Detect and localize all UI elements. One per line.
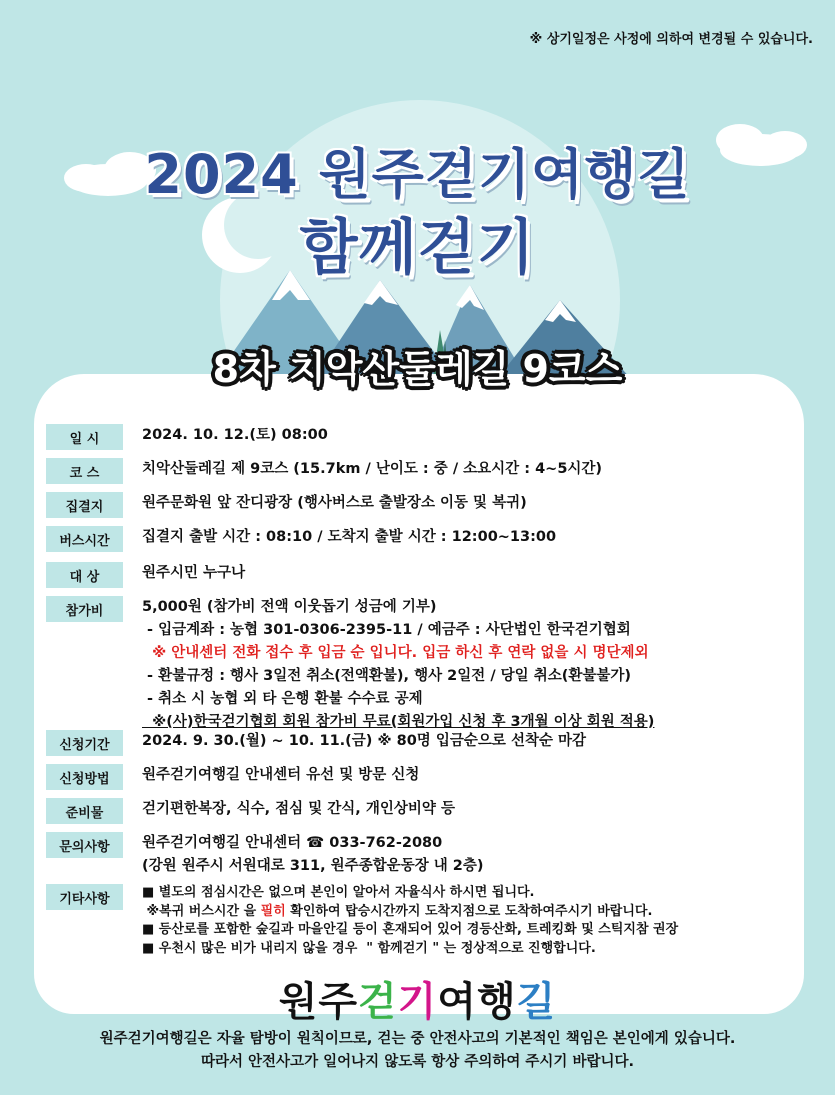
row-fee [46, 596, 654, 734]
row-value [142, 884, 678, 958]
safety-footer [0, 1028, 835, 1074]
fee-warning: ※ 안내센터 전화 접수 후 입금 순 입니다. 입금 하신 후 연락 없을 시 명단제외 [142, 645, 649, 661]
fee-cancel: - 취소 시 농협 외 타 은행 환불 수수료 공제 [142, 691, 423, 707]
row-value: 걷기편한복장, 식수, 점심 및 간식, 개인상비약 등 [142, 801, 455, 817]
row-value: 2024. 10. 12.(토) 08:00 [142, 427, 328, 443]
row-misc [46, 884, 678, 958]
misc-line: ■ 우천시 많은 비가 내리지 않을 경우 " 함께걷기 " 는 정상적으로 진행합니다. [142, 940, 596, 956]
row-value: 원주걷기여행길 안내센터 유선 및 방문 신청 [142, 767, 420, 783]
row-label: 일 시 [46, 424, 123, 450]
row-value: 원주문화원 앞 잔디광장 (행사버스로 출발장소 이동 및 복귀) [142, 495, 527, 511]
row-value: 집결지 출발 시간 : 08:10 / 도착지 출발 시간 : 12:00~13:00 [142, 529, 557, 545]
misc-line: ■ 등산로를 포함한 숲길과 마을안길 등이 혼재되어 있어 경등산화, 트레킹화 및 스틱지참 권장 [142, 922, 679, 937]
row-label: 신청방법 [46, 764, 123, 790]
row-course [46, 458, 602, 484]
row-bus [46, 526, 556, 552]
fee-account: - 입금계좌 : 농협 301-0306-2395-11 / 예금주 : 사단법인 한국걷기협회 [142, 622, 631, 638]
misc-emphasis: 필히 [260, 903, 286, 919]
row-period [46, 730, 586, 756]
row-value: 2024. 9. 30.(월) ~ 10. 11.(금) ※ 80명 입금순으로 선착순 마감 [142, 733, 587, 749]
fee-amount: 5,000원 (참가비 전액 이웃돕기 성금에 기부) [142, 599, 437, 615]
logo-text: 길 [516, 979, 557, 1025]
row-contact [46, 832, 484, 878]
misc-line [142, 903, 678, 922]
row-label: 집결지 [46, 492, 123, 518]
misc-text: ※복귀 버스시간 을 [142, 903, 261, 919]
row-label: 기타사항 [46, 884, 123, 910]
page-subtitle: 함께걷기 [299, 213, 536, 283]
row-label: 준비물 [46, 798, 123, 824]
misc-line: ■ 별도의 점심시간은 없으며 본인이 알아서 자율식사 하시면 됩니다. [142, 885, 535, 900]
row-value [142, 596, 654, 734]
fee-member: ※(사)한국걷기협회 회원 참가비 무료(회원가입 신청 후 3개월 이상 회원 적용) [142, 714, 655, 730]
page-title: 2024 원주걷기여행길 [144, 143, 691, 206]
row-meeting [46, 492, 527, 518]
row-label: 대 상 [46, 562, 123, 588]
logo-text: 원주 [278, 979, 359, 1025]
logo-text: 걷 [358, 979, 398, 1025]
row-supplies [46, 798, 455, 824]
row-value [142, 832, 484, 878]
row-target [46, 562, 245, 588]
footer-line: 따라서 안전사고가 일어나지 않도록 항상 주의하여 주시기 바랍니다. [200, 1054, 635, 1070]
row-date [46, 424, 328, 450]
row-label: 코 스 [46, 458, 123, 484]
row-method [46, 764, 419, 790]
row-label: 버스시간 [46, 526, 123, 552]
course-title: 8차 치악산둘레길 9코스 [212, 347, 623, 391]
wonju-walking-logo [0, 970, 835, 1027]
row-value: 치악산둘레길 제 9코스 (15.7km / 난이도 : 중 / 소요시간 : 4~5시간) [142, 461, 603, 477]
schedule-change-notice: ※ 상기일정은 사정에 의하여 변경될 수 있습니다. [529, 32, 813, 47]
row-label: 참가비 [46, 596, 123, 622]
footer-line: 원주걷기여행길은 자율 탐방이 원칙이므로, 걷는 중 안전사고의 기본적인 책임은 본인에게 있습니다. [99, 1031, 736, 1047]
contact-address: (강원 원주시 서원대로 311, 원주종합운동장 내 2층) [142, 858, 484, 874]
row-label: 문의사항 [46, 832, 123, 858]
row-value: 원주시민 누구나 [142, 565, 246, 581]
contact-phone: 원주걷기여행길 안내센터 ☎ 033-762-2080 [142, 835, 443, 851]
logo-text: 기 [397, 979, 438, 1025]
row-label: 신청기간 [46, 730, 123, 756]
misc-text: 확인하여 탑승시간까지 도착지점으로 도착하여주시기 바랍니다. [285, 903, 653, 919]
logo-text: 여행 [437, 979, 517, 1025]
fee-refund: - 환불규정 : 행사 3일전 취소(전액환불), 행사 2일전 / 당일 취소(환불불가) [142, 668, 632, 684]
